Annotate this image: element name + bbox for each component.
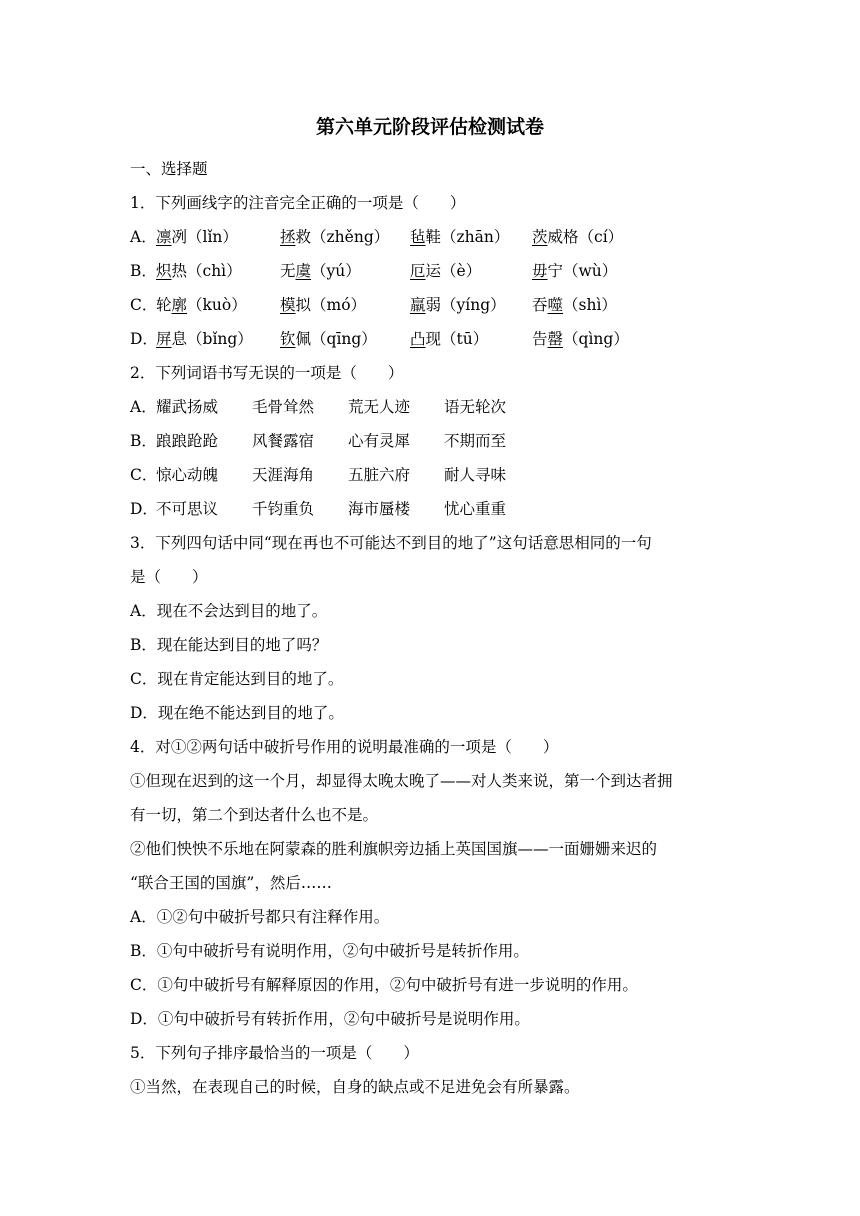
underlined-char: 噬 [547,296,564,314]
question-4-option-b: B．①句中破折号有说明作用，②句中破折号是转折作用。 [130,942,529,960]
question-4-sentence-2: ②他们怏怏不乐地在阿蒙森的胜利旗帜旁边插上英国国旗——一面姗姗来迟的 [130,840,658,858]
option-item [156,254,280,288]
underlined-char: 虞 [295,262,312,280]
question-2-option-d [130,492,740,526]
underlined-char: 厄 [410,262,426,280]
option-item [532,322,652,356]
underlined-char: 茨 [532,228,548,246]
option-label: C． [130,296,158,314]
pinyin-text: （yú） [311,262,361,280]
option-item [280,220,410,254]
option-word: 耐人寻味 [444,466,507,484]
option-item [410,288,532,322]
question-4-stem: 4．对①②两句话中破折号作用的说明最准确的一项是（ ） [130,738,559,756]
pinyin-text: 宁（wù） [547,262,618,280]
underlined-char: 钦 [280,330,296,348]
underlined-char: 模 [280,296,296,314]
option-word: 忧心重重 [444,500,507,518]
section-heading: 一、选择题 [130,160,208,178]
underlined-char: 罄 [547,330,564,348]
plain-char: 告 [532,330,548,348]
underlined-char: 毡 [410,228,426,246]
underlined-char: 凛 [156,228,172,246]
option-item [410,220,532,254]
option-word: 惊心动魄 [156,466,219,484]
question-4-sentence-2-cont: “联合王国的国旗”，然后…… [130,874,332,892]
pinyin-text: （shì） [563,296,617,314]
question-1-option-b [130,254,740,288]
page-title: 第六单元阶段评估检测试卷 [315,116,544,138]
option-word: 不可思议 [156,500,219,518]
pinyin-text: （qìng） [563,330,629,348]
question-1-option-d [130,322,740,356]
question-1-option-a [130,220,740,254]
question-2-stem: 2．下列词语书写无误的一项是（ ） [130,364,404,382]
plain-char: 吞 [532,296,548,314]
option-word: 千钧重负 [252,500,315,518]
underlined-char: 屏 [156,330,172,348]
underlined-char: 炽 [156,262,172,280]
pinyin-text: 拟（mó） [295,296,367,314]
option-item [532,220,652,254]
question-1-option-c [130,288,740,322]
question-3-option-b: B．现在能达到目的地了吗？ [130,636,328,654]
option-item [532,254,652,288]
question-2-option-a [130,390,740,424]
question-3-option-d: D．现在绝不能达到目的地了。 [130,704,344,722]
option-word: 耀武扬威 [156,398,219,416]
pinyin-text: 现（tū） [425,330,489,348]
option-word: 天涯海角 [252,466,315,484]
question-4-option-d: D．①句中破折号有转折作用，②句中破折号是说明作用。 [130,1010,530,1028]
underlined-char: 毋 [532,262,548,280]
pinyin-text: （kuò） [187,296,247,314]
pinyin-text: 鞋（zhān） [425,228,510,246]
pinyin-text: 弱（yíng） [425,296,506,314]
option-item [280,288,410,322]
question-2-option-c [130,458,740,492]
underlined-char: 凸 [410,330,426,348]
option-item [532,288,652,322]
question-5-sentence-1: ①当然，在表现自己的时候，自身的缺点或不足进免会有所暴露。 [130,1078,580,1096]
option-label: B． [130,432,157,450]
option-word: 心有灵犀 [348,432,411,450]
pinyin-text: 佩（qīng） [295,330,377,348]
option-item [280,254,410,288]
option-item [410,322,532,356]
option-word: 不期而至 [444,432,507,450]
question-4-sentence-1: ①但现在迟到的这一个月，却显得太晚太晚了——对人类来说，第一个到达者拥 [130,772,673,790]
option-label: A． [130,228,157,246]
pinyin-text: 救（zhěng） [295,228,390,246]
question-3-option-c: C．现在肯定能达到目的地了。 [130,670,344,688]
question-3-stem-cont: 是（ ） [130,568,208,586]
question-3-stem: 3．下列四句话中同“现在再也不可能达不到目的地了”这句话意思相同的一句 [130,534,652,552]
question-4-option-a: A．①②句中破折号都只有注释作用。 [130,908,390,926]
option-word: 毛骨耸然 [252,398,315,416]
option-word: 海市蜃楼 [348,500,411,518]
option-label: D． [130,500,158,518]
option-word: 荒无人迹 [348,398,411,416]
option-item [410,254,532,288]
question-2-option-b [130,424,740,458]
question-5-stem: 5．下列句子排序最恰当的一项是（ ） [130,1044,419,1062]
option-label: C． [130,466,158,484]
pinyin-text: 冽（lǐn） [171,228,238,246]
question-4-sentence-1-cont: 有一切，第二个到达者什么也不是。 [130,806,379,824]
option-word: 语无轮次 [444,398,507,416]
underlined-char: 拯 [280,228,296,246]
option-word: 风餐露宿 [252,432,315,450]
question-4-option-c: C．①句中破折号有解释原因的作用，②句中破折号有进一步说明的作用。 [130,976,638,994]
plain-char: 轮 [156,296,172,314]
option-label: D． [130,330,158,348]
exam-body [130,152,740,1104]
pinyin-text: 息（bǐng） [171,330,253,348]
option-item [280,322,410,356]
question-1-stem: 1．下列画线字的注音完全正确的一项是（ ） [130,194,466,212]
pinyin-text: 威格（cí） [547,228,624,246]
question-3-option-a: A．现在不会达到目的地了。 [130,602,328,620]
option-label: A． [130,398,157,416]
option-item [156,322,280,356]
option-word: 踉踉跄跄 [156,432,219,450]
underlined-char: 羸 [410,296,426,314]
plain-char: 无 [280,262,296,280]
option-label: B． [130,262,157,280]
pinyin-text: 热（chì） [171,262,242,280]
option-item [156,220,280,254]
pinyin-text: 运（è） [425,262,482,280]
option-item [156,288,280,322]
underlined-char: 廓 [171,296,188,314]
option-word: 五脏六府 [348,466,411,484]
